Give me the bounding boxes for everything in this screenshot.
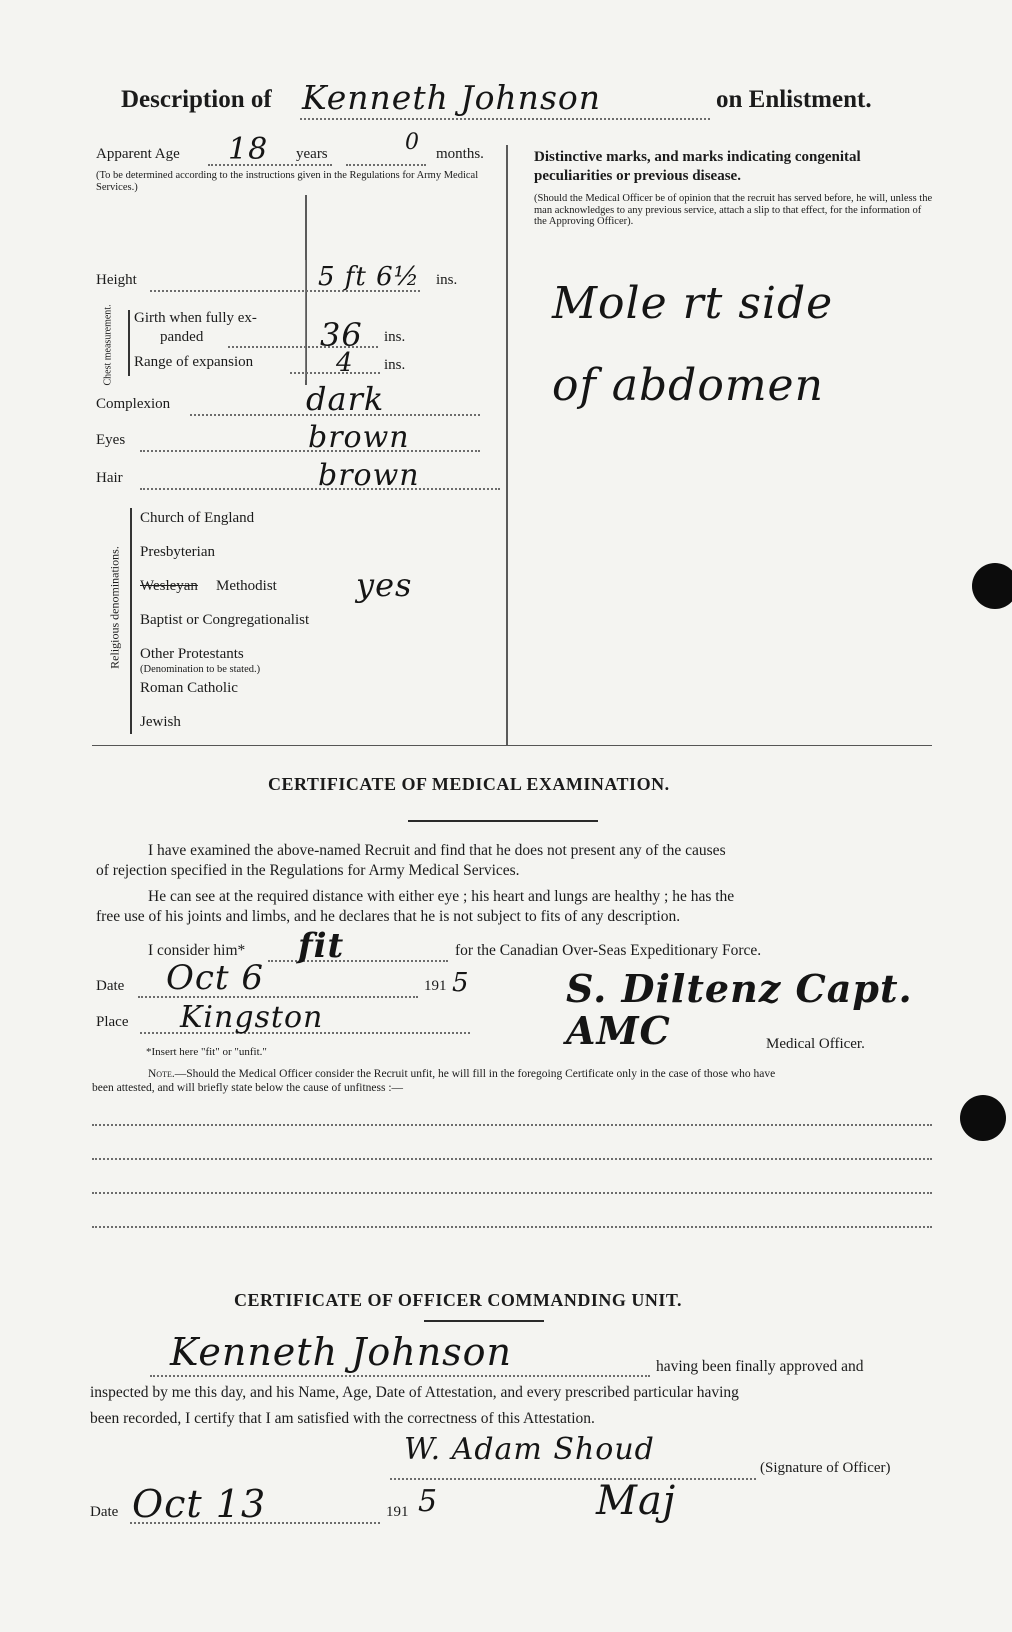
medical-year-value: 5 xyxy=(452,968,470,998)
religion-jewish: Jewish xyxy=(140,714,181,730)
hair-value: brown xyxy=(318,458,420,493)
apparent-age-label: Apparent Age xyxy=(96,146,180,162)
distinctive-marks-note: (Should the Medical Officer be of opinion that the recruit has served before, he will, unless the man acknowledges to any previous service, attach a slip to that effect, for the information of the Approving Officer). xyxy=(534,193,933,227)
distinctive-marks-value-2: of abdomen xyxy=(552,360,824,411)
medical-certificate-heading: CERTIFICATE OF MEDICAL EXAMINATION. xyxy=(268,774,670,794)
medical-place-value: Kingston xyxy=(180,1000,324,1035)
commanding-certificate-heading: CERTIFICATE OF OFFICER COMMANDING UNIT. xyxy=(234,1290,683,1310)
age-months-value: 0 xyxy=(405,130,420,155)
medical-para2-line1: He can see at the required distance with either eye ; his heart and lungs are healthy ; he has the xyxy=(148,888,735,905)
range-value: 4 xyxy=(336,348,354,378)
religion-other-note: (Denomination to be stated.) xyxy=(140,664,261,675)
religion-methodist-value: yes xyxy=(356,566,413,604)
consider-value: fit xyxy=(298,926,345,966)
medical-officer-label: Medical Officer. xyxy=(766,1036,865,1052)
unfitness-line-4 xyxy=(92,1226,932,1228)
commanding-signature-label: (Signature of Officer) xyxy=(760,1460,891,1476)
column-divider xyxy=(506,145,508,745)
age-years-line xyxy=(208,164,332,166)
description-title-suffix: on Enlistment. xyxy=(716,86,872,113)
range-unit: ins. xyxy=(384,357,406,373)
commanding-officer-signature: W. Adam Shoud xyxy=(404,1432,655,1467)
range-label: Range of expansion xyxy=(134,354,254,370)
commanding-year-prefix: 191 xyxy=(386,1504,409,1520)
age-years-value: 18 xyxy=(228,132,269,167)
measure-field-divider xyxy=(305,260,306,380)
punch-hole-bottom xyxy=(960,1095,1006,1141)
years-label: years xyxy=(296,146,328,162)
medical-heading-underline xyxy=(408,820,598,822)
commanding-line3: been recorded, I certify that I am satisfied with the correctness of this Attestation. xyxy=(90,1410,595,1427)
recruit-name: Kenneth Johnson xyxy=(302,78,601,117)
commanding-signature-line xyxy=(390,1478,756,1480)
religion-presbyterian: Presbyterian xyxy=(140,544,215,560)
complexion-label: Complexion xyxy=(96,396,171,412)
distinctive-marks-heading: Distinctive marks, and marks indicating congenital peculiarities or previous disease. xyxy=(534,149,861,184)
girth-label-1: Girth when fully ex- xyxy=(134,310,257,326)
commanding-date-label: Date xyxy=(90,1504,119,1520)
hair-label: Hair xyxy=(96,470,123,486)
description-title-prefix: Description of xyxy=(121,86,272,113)
note-line-1: —Should the Medical Officer consider the Recruit unfit, he will fill in the foregoing Certificate only in the case of those who have xyxy=(174,1068,776,1080)
section-rule xyxy=(92,745,932,746)
eyes-label: Eyes xyxy=(96,432,126,448)
insert-note: *Insert here "fit" or "unfit." xyxy=(146,1046,267,1058)
girth-unit: ins. xyxy=(384,329,406,345)
religion-methodist: Methodist xyxy=(216,578,277,594)
medical-officer-signature: S. Diltenz Capt. AMC xyxy=(566,966,913,1053)
religion-brace xyxy=(130,508,132,734)
unfitness-line-3 xyxy=(92,1192,932,1194)
commanding-line1-suffix: having been finally approved and xyxy=(656,1358,864,1375)
medical-date-label: Date xyxy=(96,978,125,994)
age-note: (To be determined according to the instructions given in the Regulations for Army Medical Services.) xyxy=(96,170,479,193)
religion-wesleyan: Wesleyan xyxy=(140,578,198,594)
complexion-value: dark xyxy=(306,380,385,418)
eyes-value: brown xyxy=(308,420,410,455)
height-value: 5 ft 6½ xyxy=(318,262,420,292)
commanding-heading-underline xyxy=(424,1320,544,1322)
medical-date-value: Oct 6 xyxy=(166,958,265,998)
commanding-date-value: Oct 13 xyxy=(132,1482,267,1526)
title-name-line xyxy=(300,118,710,120)
chest-measurement-side-label: Chest measurement. xyxy=(102,304,114,386)
age-months-line xyxy=(346,164,426,166)
medical-para1-line2: of rejection specified in the Regulations for Army Medical Services. xyxy=(96,862,520,879)
girth-value: 36 xyxy=(320,316,363,354)
religion-roman-catholic: Roman Catholic xyxy=(140,680,238,696)
religious-denominations-side-label: Religious denominations. xyxy=(107,546,122,669)
medical-year-prefix: 191 xyxy=(424,978,447,994)
medical-para2-line2: free use of his joints and limbs, and he declares that he is not subject to fits of any description. xyxy=(96,908,681,925)
girth-label-2: panded xyxy=(160,329,204,345)
consider-label: I consider him* xyxy=(148,942,246,959)
unfitness-line-1 xyxy=(92,1124,932,1126)
commanding-officer-rank: Maj xyxy=(596,1478,677,1524)
distinctive-marks-value-1: Mole rt side xyxy=(552,278,834,329)
medical-para1-line1: I have examined the above-named Recruit and find that he does not present any of the causes xyxy=(148,842,726,859)
note-text xyxy=(148,1068,775,1080)
height-label: Height xyxy=(96,272,137,288)
height-unit: ins. xyxy=(436,272,458,288)
religion-church-of-england: Church of England xyxy=(140,510,255,526)
note-line-2: been attested, and will briefly state below the cause of unfitness :— xyxy=(92,1082,404,1094)
chest-brace xyxy=(128,310,130,376)
religion-baptist: Baptist or Congregationalist xyxy=(140,612,310,628)
force-label: for the Canadian Over-Seas Expeditionary Force. xyxy=(455,942,762,959)
unfitness-line-2 xyxy=(92,1158,932,1160)
months-label: months. xyxy=(436,146,484,162)
note-label: Note. xyxy=(148,1068,175,1080)
commanding-line2: inspected by me this day, and his Name, Age, Date of Attestation, and every prescribed particular having xyxy=(90,1384,739,1401)
commanding-name-line xyxy=(150,1375,650,1377)
medical-place-label: Place xyxy=(96,1014,129,1030)
commanding-year-value: 5 xyxy=(418,1484,439,1519)
consider-line xyxy=(268,960,448,962)
range-line xyxy=(290,372,380,374)
religion-other-protestants: Other Protestants xyxy=(140,646,244,662)
commanding-recruit-name: Kenneth Johnson xyxy=(170,1330,513,1374)
punch-hole-top xyxy=(972,563,1012,609)
